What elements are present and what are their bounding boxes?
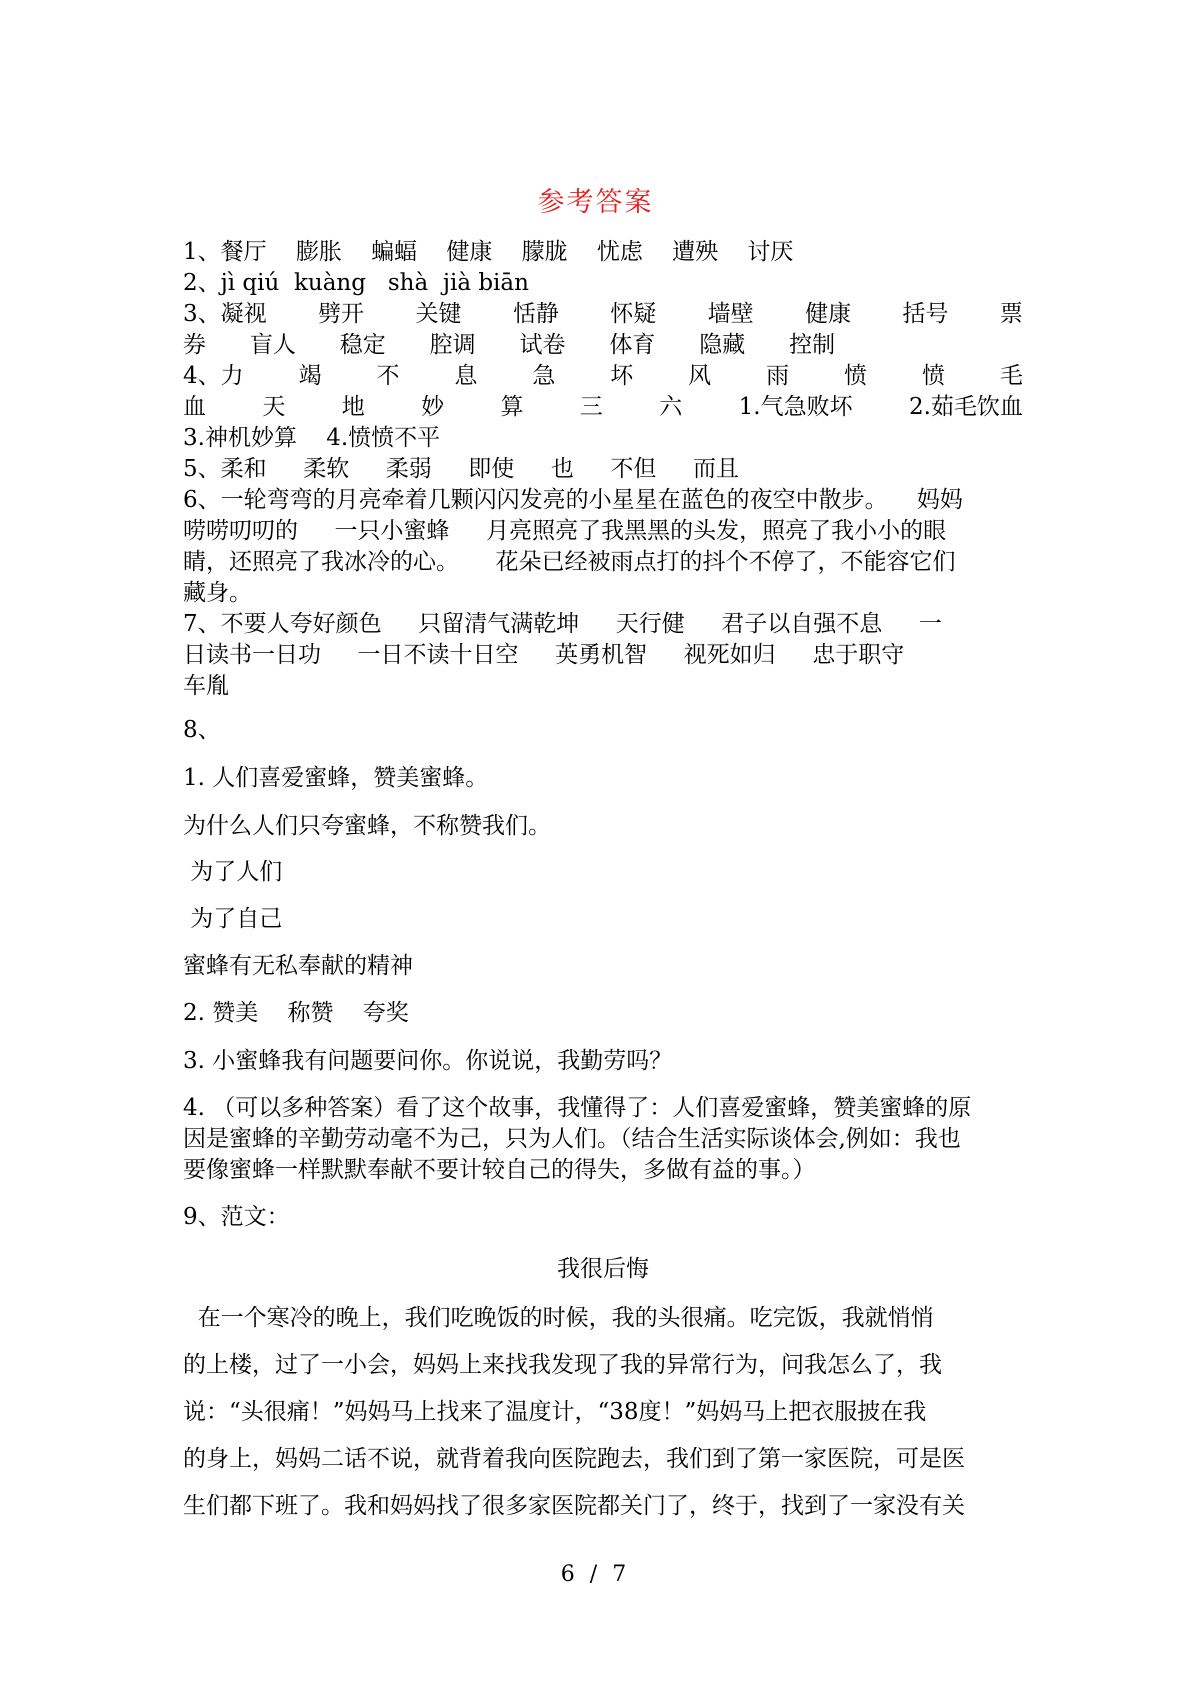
answer-8-2: 2. 赞美 称赞 夸奖: [183, 1000, 409, 1026]
essay-line: 说：“头很痛！”妈妈马上找来了温度计，“38度！”妈妈马上把衣服披在我: [183, 1399, 927, 1425]
answer-8-1b: 为什么人们只夸蜜蜂，不称赞我们。: [183, 813, 551, 839]
char: 毛: [999, 363, 1023, 389]
char: 血: [183, 394, 206, 420]
essay-line: 在一个寒冷的晚上，我们吃晚饭的时候，我的头很痛。吃完饭，我就悄悄: [183, 1305, 934, 1331]
word: 墙壁: [707, 301, 754, 327]
answer-8-4-line-1: 4. （可以多种答案）看了这个故事，我懂得了：人们喜爱蜜蜂，赞美蜜蜂的原: [183, 1095, 972, 1121]
word: 劈开: [318, 301, 365, 327]
word: 健康: [805, 301, 852, 327]
word: 怀疑: [610, 301, 657, 327]
char: 妙: [421, 394, 445, 420]
answer-8-4-line-3: 要像蜜蜂一样默默奉献不要计较自己的得失，多做有益的事。）: [183, 1157, 816, 1183]
answer-6-line-3: 睛，还照亮了我冰冷的心。 花朵已经被雨点打的抖个不停了，不能容它们: [183, 549, 956, 575]
essay-line: 的上楼，过了一小会，妈妈上来找我发现了我的异常行为，问我怎么了，我: [183, 1352, 942, 1378]
essay-title: 我很后悔: [557, 1256, 649, 1282]
answer-8-3: 3. 小蜜蜂我有问题要问你。你说说，我勤劳吗？: [183, 1048, 673, 1074]
answer-7-line-1: 7、不要人夸好颜色 只留清气满乾坤 天行健 君子以自强不息 一: [183, 611, 942, 637]
answer-8-1: 1. 人们喜爱蜜蜂，赞美蜜蜂。: [183, 765, 489, 791]
char: 竭: [298, 363, 322, 389]
page-number: 6 / 7: [560, 1562, 631, 1587]
answer-6-line-4: 藏身。: [183, 580, 252, 606]
char: 愤: [921, 363, 945, 389]
char: 急: [532, 363, 556, 389]
answer-8-4-line-2: 因是蜜蜂的辛勤劳动毫不为己，只为人们。（结合生活实际谈体会,例如：我也: [183, 1126, 961, 1152]
char: 地: [341, 394, 365, 420]
word: 关键: [415, 301, 462, 327]
answer-4-line-3: 3.神机妙算 4.愤愤不平: [183, 425, 441, 451]
answer-6-line-2: 唠唠叨叨的 一只小蜜蜂 月亮照亮了我黑黑的头发，照亮了我小小的眼: [183, 518, 947, 544]
char: 雨: [766, 363, 790, 389]
answer-7-line-3: 车胤: [183, 673, 229, 699]
word: 恬静: [512, 301, 559, 327]
answer-9: 9、范文：: [183, 1204, 290, 1230]
answer-3-line-2: 券 盲人 稳定 腔调 试卷 体育 隐藏 控制: [183, 332, 836, 358]
answer-4-line-2: [183, 391, 1023, 423]
char: 算: [500, 394, 524, 420]
char: 息: [454, 363, 478, 389]
answer-4-line-1: [183, 360, 1023, 392]
answer-5: 5、柔和 柔软 柔弱 即使 也 不但 而且: [183, 456, 739, 482]
char: 坏: [610, 363, 634, 389]
answer-8-1c: 为了人们: [183, 859, 283, 885]
char: 三: [579, 394, 603, 420]
char: 天: [262, 394, 286, 420]
char: 六: [659, 394, 683, 420]
char: 不: [376, 363, 400, 389]
answer-7-line-2: 日读书一日功 一日不读十日空 英勇机智 视死如归 忠于职守: [183, 642, 905, 668]
essay-line: 生们都下班了。我和妈妈找了很多家医院都关门了，终于，找到了一家没有关: [183, 1493, 965, 1519]
idiom: 1.气急败坏: [738, 394, 853, 420]
page-title: 参考答案: [537, 187, 654, 218]
idiom: 2.茹毛饮血: [908, 394, 1023, 420]
char: 风: [688, 363, 712, 389]
word: 括号: [902, 301, 949, 327]
word: 3、凝视: [183, 301, 267, 327]
answer-8-1d: 为了自己: [183, 906, 283, 932]
word: 票: [999, 301, 1023, 327]
answer-8-1e: 蜜蜂有无私奉献的精神: [183, 953, 413, 979]
answer-6-line-1: 6、一轮弯弯的月亮牵着几颗闪闪发亮的小星星在蓝色的夜空中散步。 妈妈: [183, 487, 963, 513]
answer-1: 1、餐厅 膨胀 蝙蝠 健康 朦胧 忧虑 遭殃 讨厌: [183, 239, 794, 265]
answer-3-line-1: [183, 298, 1023, 330]
answer-2: 2、jì qiú kuàng shà jià biān: [183, 270, 529, 296]
essay-line: 的身上，妈妈二话不说，就背着我向医院跑去，我们到了第一家医院，可是医: [183, 1446, 965, 1472]
char: 愤: [844, 363, 868, 389]
answer-8: 8、: [183, 717, 221, 743]
char: 4、力: [183, 363, 244, 389]
